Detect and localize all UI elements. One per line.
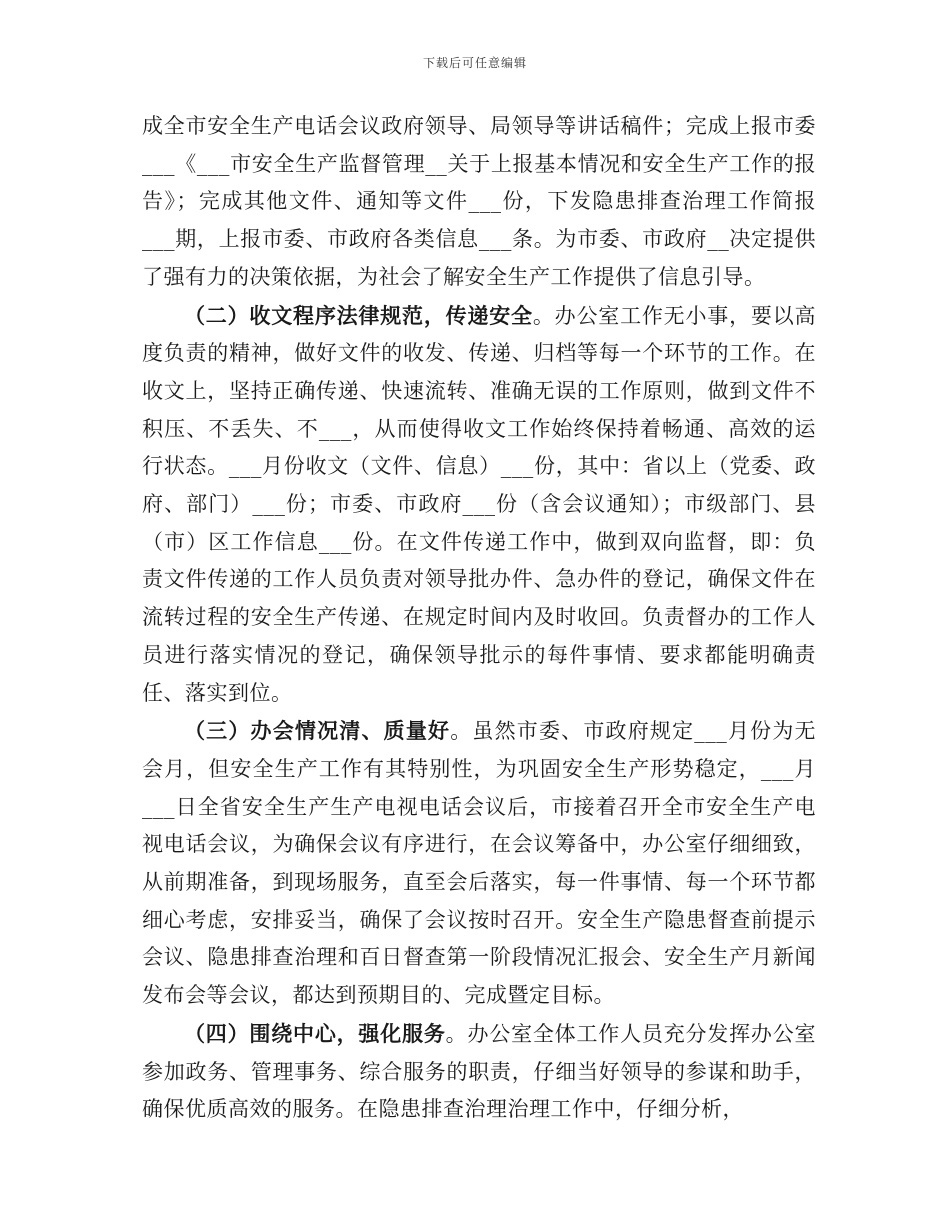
paragraph-2 xyxy=(142,297,816,713)
section-heading-3: （三）办会情况清、质量好 xyxy=(184,718,451,744)
paragraph-1-text: 成全市安全生产电话会议政府领导、局领导等讲话稿件；完成上报市委___《___市安全生产监督管理__关于上报基本情况和安全生产工作的报告》；完成其他文件、通知等文件___份，下发隐患排查治理工作简报___期，上报市委、市政府各类信息___条。为市委、市政府__决定提供了强有力的决策依据，为社会了解安全生产工作提供了信息引导。 xyxy=(142,114,816,289)
paragraph-1 xyxy=(142,108,816,297)
document-body xyxy=(142,108,816,1129)
paragraph-4 xyxy=(142,1015,816,1129)
section-heading-2: （二）收文程序法律规范，传递安全 xyxy=(184,302,533,328)
paragraph-2-text: 。办公室工作无小事，要以高度负责的精神，做好文件的收发、传递、归档等每一个环节的工作。在收文上，坚持正确传递、快速流转、准确无误的工作原则，做到文件不积压、不丢失、不___，从而使得收文工作始终保持着畅通、高效的运行状态。___月份收文（文件、信息）___份，其中：省以上（党委、政府、部门）___份；市委、市政府___份（含会议通知）；市级部门、县（市）区工作信息___份。在文件传递工作中，做到双向监督，即：负责文件传递的工作人员负责对领导批办件、急办件的登记，确保文件在流转过程的安全生产传递、在规定时间内及时收回。负责督办的工作人员进行落实情况的登记，确保领导批示的每件事情、要求都能明确责任、落实到位。 xyxy=(142,303,817,705)
section-heading-4: （四）围绕中心，强化服务 xyxy=(184,1020,446,1046)
paragraph-3 xyxy=(142,712,816,1015)
paragraph-4-text: 。办公室全体工作人员充分发挥办公室参加政务、管理事务、综合服务的职责，仔细当好领导的参谋和助手，确保优质高效的服务。在隐患排查治理治理工作中，仔细分析， xyxy=(142,1021,817,1122)
page-header-note: 下载后可任意编辑 xyxy=(422,56,527,70)
paragraph-3-text: 。虽然市委、市政府规定___月份为无会月，但安全生产工作有其特别性，为巩固安全生产形势稳定，___月___日全省安全生产生产电视电话会议后，市接着召开全市安全生产电视电话会议，为确保会议有序进行，在会议筹备中，办公室仔细细致，从前期准备，到现场服务，直至会后落实，每一件事情、每一个环节都细心考虑，安排妥当，确保了会议按时召开。安全生产隐患督查前提示会议、隐患排查治理和百日督查第一阶段情况汇报会、安全生产月新闻发布会等会议，都达到预期目的、完成暨定目标。 xyxy=(142,719,817,1008)
